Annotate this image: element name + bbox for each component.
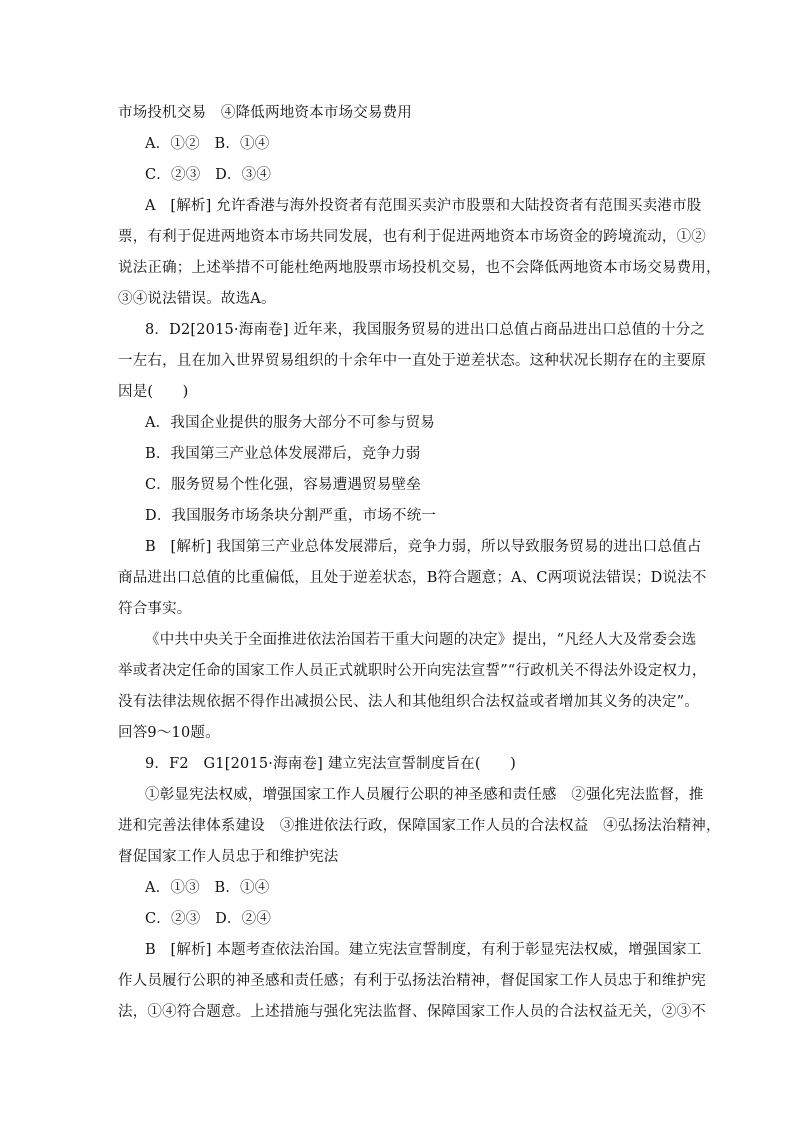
option-line: B．我国第三产业总体发展滞后，竞争力弱 [145, 446, 421, 462]
text-line: 市场投机交易 ④降低两地资本市场交易费用 [118, 105, 412, 121]
option-line: C．服务贸易个性化强，容易遭遇贸易壁垒 [145, 477, 421, 493]
option-line: A．①② B．①④ [145, 136, 270, 152]
option-line: C．②③ D．③④ [145, 167, 272, 183]
option-line: A．①③ B．①④ [145, 880, 270, 896]
text-line: 因是( ) [118, 384, 189, 400]
question-line: 9．F2 G1[2015·海南卷] 建立宪法宣誓制度旨在( ) [145, 756, 516, 772]
material-line: 《中共中央关于全面推进依法治国若干重大问题的决定》提出，“凡经人大及常委会选 [145, 632, 697, 648]
text-line: 票，有利于促进两地资本市场共同发展，也有利于促进两地资本市场资金的跨境流动，①② [118, 229, 706, 245]
answer-explanation-line: B [解析] 本题考查依法治国。建立宪法宣誓制度，有利于彰显宪法权威，增强国家工 [145, 942, 702, 958]
text-line: 回答9～10题。 [118, 725, 220, 741]
option-line: A．我国企业提供的服务大部分不可参与贸易 [145, 415, 435, 431]
question-line: 8．D2[2015·海南卷] 近年来，我国服务贸易的进出口总值占商品进出口总值的十分之 [145, 322, 706, 338]
text-line: 作人员履行公职的神圣感和责任感；有利于弘扬法治精神，督促国家工作人员忠于和维护宪 [118, 973, 706, 989]
text-line: 法，①④符合题意。上述措施与强化宪法监督、保障国家工作人员的合法权益无关，②③不 [118, 1004, 706, 1020]
answer-explanation-line: A [解析] 允许香港与海外投资者有范围买卖沪市股票和大陆投资者有范围买卖港市股 [145, 198, 702, 214]
text-line: 没有法律法规依据不得作出减损公民、法人和其他组织合法权益或者增加其义务的决定”。 [118, 694, 699, 710]
text-line: 举或者决定任命的国家工作人员正式就职时公开向宪法宣誓”“行政机关不得法外设定权力， [118, 663, 707, 679]
option-line: D．我国服务市场条块分割严重，市场不统一 [145, 508, 437, 524]
text-line: 进和完善法律体系建设 ③推进依法行政，保障国家工作人员的合法权益 ④弘扬法治精神， [118, 818, 721, 834]
text-line: 商品进出口总值的比重偏低，且处于逆差状态，B符合题意；A、C两项说法错误；D说法不 [118, 570, 707, 586]
text-line: 说法正确；上述举措不可能杜绝两地股票市场投机交易，也不会降低两地资本市场交易费用， [118, 260, 721, 276]
text-line: 督促国家工作人员忠于和维护宪法 [118, 849, 339, 865]
answer-explanation-line: B [解析] 我国第三产业总体发展滞后，竞争力弱，所以导致服务贸易的进出口总值占 [145, 539, 702, 555]
text-line: 符合事实。 [118, 601, 192, 617]
option-line: C．②③ D．②④ [145, 911, 272, 927]
text-line: ①彰显宪法权威，增强国家工作人员履行公职的神圣感和责任感 ②强化宪法监督，推 [145, 787, 704, 803]
text-line: 一左右，且在加入世界贸易组织的十余年中一直处于逆差状态。这种状况长期存在的主要原 [118, 353, 706, 369]
text-line: ③④说法错误。故选A。 [118, 291, 276, 307]
